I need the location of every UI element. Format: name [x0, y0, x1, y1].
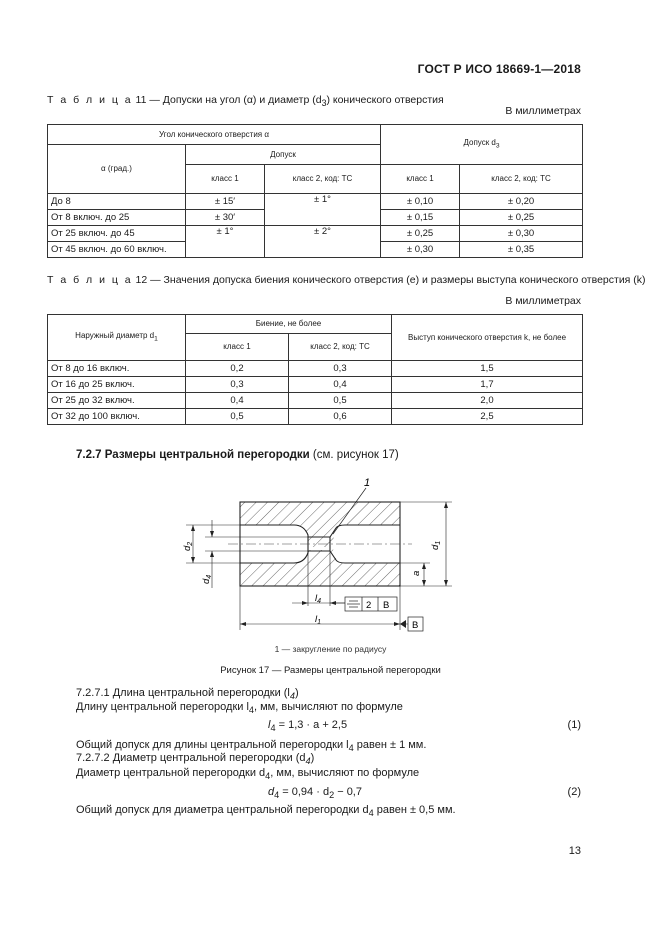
header-tolerance: Допуск: [186, 145, 381, 165]
figure-caption: Рисунок 17 — Размеры центральной перегородки: [220, 665, 441, 676]
header-class1-d3: класс 1: [381, 165, 460, 194]
subsection-7271: 7.2.7.1 Длина центральной перегородки $(l_4)$: [76, 687, 299, 702]
header-class1: класс 1: [186, 165, 265, 194]
table12: [47, 314, 583, 425]
figure-legend: 1 — закругление по радиусу: [274, 644, 387, 654]
header-class2: класс 2, код: TC: [289, 334, 392, 361]
formula-2-number: (2): [567, 786, 581, 798]
table-row: От 8 до 16 включ. 0,2 0,3 1,5: [48, 361, 583, 377]
formula-2: $d_4 = 0,94 \cdot d_2 - 0,7$: [268, 786, 362, 801]
subsection-7272: 7.2.7.2 Диаметр центральной перегородки $(d_4)$: [76, 752, 315, 767]
table11: [47, 124, 583, 258]
table-row: От 16 до 25 включ. 0,3 0,4 1,7: [48, 377, 583, 393]
table12-units: В миллиметрах: [505, 295, 581, 307]
tolerance-frame: [345, 597, 397, 611]
label-a: a: [411, 570, 422, 576]
header-protrusion: Выступ конического отверстия k, не более: [392, 315, 583, 361]
datum-label: B: [412, 620, 419, 631]
label-d2: $d_2$: [182, 541, 194, 551]
table-row: От 25 до 32 включ. 0,4 0,5 2,0: [48, 393, 583, 409]
table-row: От 45 включ. до 60 включ. ± 0,30 ± 0,35: [48, 242, 583, 258]
label-l4: $l_4$: [315, 593, 322, 605]
table-row: От 25 включ. до 45 ± 1° ± 2° ± 0,25 ± 0,30: [48, 226, 583, 242]
table-row: От 8 включ. до 25 ± 30′ ± 0,15 ± 0,25: [48, 210, 583, 226]
table-row: От 32 до 100 включ. 0,5 0,6 2,5: [48, 409, 583, 425]
callout-1: 1: [364, 477, 371, 489]
para-7272-text: Диаметр центральной перегородки $d_4$, мм, вычисляют по формуле: [76, 767, 420, 782]
header-angle: α (град.): [48, 145, 186, 194]
svg-text:B: B: [383, 600, 390, 611]
label-d4: $d_4$: [201, 574, 213, 584]
formula-1-number: (1): [567, 719, 581, 731]
figure-17-drawing: [0, 470, 661, 635]
table-row: До 8 ± 15′ ± 1° ± 0,10 ± 0,20: [48, 194, 583, 210]
table12-caption: Т а б л и ц а 12 — Значения допуска биения конического отверстия (e) и размеры выступа конического отверстия (k): [47, 274, 646, 286]
formula-1: $l_4 = 1,3 \cdot a + 2,5$: [268, 719, 348, 734]
header-class2: класс 2, код: TC: [265, 165, 381, 194]
svg-text:2: 2: [366, 600, 372, 611]
header-runout: Биение, не более: [186, 315, 392, 334]
standard-designation: ГОСТ Р ИСО 18669-1—2018: [417, 62, 581, 76]
header-d3-tolerance: Допуск $d_3$: [381, 125, 583, 165]
section-heading: 7.2.7 Размеры центральной перегородки (см. рисунок 17): [76, 449, 399, 461]
header-class1: класс 1: [186, 334, 289, 361]
header-class2-d3: класс 2, код: TC: [460, 165, 583, 194]
label-d1: $d_1$: [430, 540, 442, 550]
para-7272-tolerance: Общий допуск для диаметра центральной перегородки $d_4$ равен ± 0,5 мм.: [76, 804, 456, 819]
header-outer-diameter: Наружный диаметр $d_1$: [48, 315, 186, 361]
table11-caption: Т а б л и ц а 11 — Допуски на угол (α) и диаметр $(d_3)$ конического отверстия: [47, 94, 444, 109]
page-number: 13: [568, 845, 581, 857]
para-7271-text: Длину центральной перегородки $l_4$, мм, вычисляют по формуле: [76, 701, 403, 716]
header-angle-group: Угол конического отверстия α: [48, 125, 381, 145]
table11-units: В миллиметрах: [505, 105, 581, 117]
label-l1: $l_1$: [315, 614, 322, 626]
para-7271-tolerance: Общий допуск для длины центральной перегородки $l_4$ равен ± 1 мм.: [76, 739, 427, 754]
